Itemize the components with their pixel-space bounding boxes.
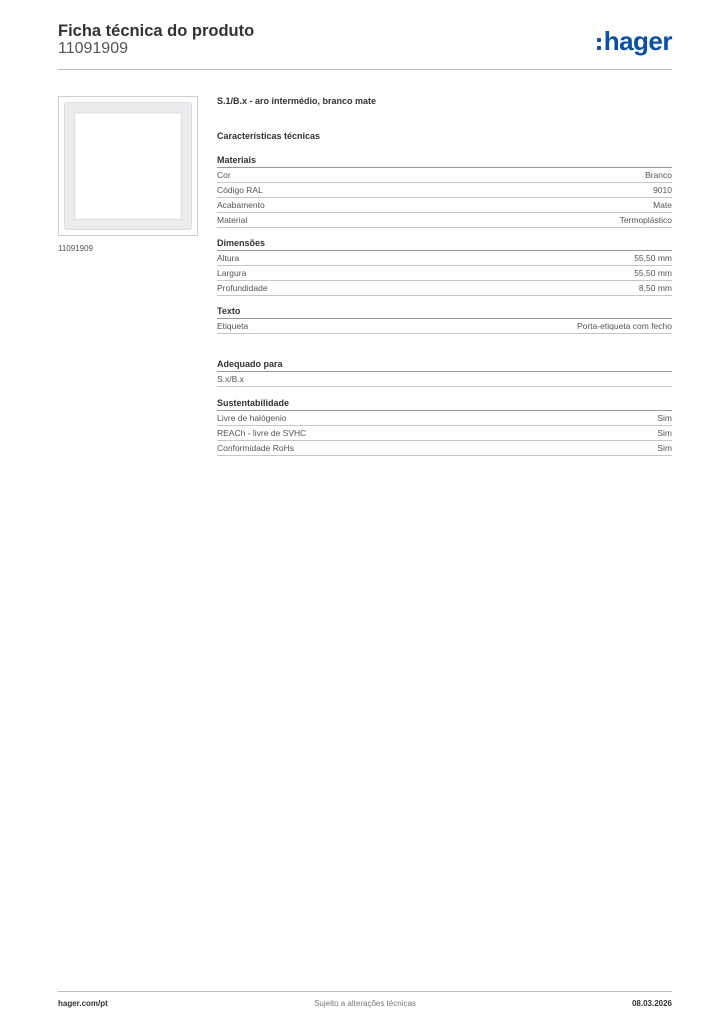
disclaimer-text: Sujeito a alterações técnicas	[314, 999, 416, 1008]
logo-dots-icon	[597, 34, 602, 51]
spec-label: Largura	[217, 268, 247, 278]
spec-row	[217, 372, 672, 387]
spec-value: Sim	[657, 443, 672, 453]
spec-label: Cor	[217, 170, 231, 180]
intermediate-frame-picture	[64, 102, 192, 230]
section-materials	[217, 154, 672, 228]
spec-value: 9010	[653, 185, 672, 195]
spec-row	[217, 183, 672, 198]
document-date: 08.03.2026	[631, 999, 672, 1008]
spec-value: Sim	[657, 413, 672, 423]
spec-label: REACh - livre de SVHC	[217, 428, 307, 438]
spec-row	[217, 411, 672, 426]
page-footer	[58, 991, 672, 1016]
spec-value: 8,50 mm	[638, 283, 672, 293]
spec-label: Material	[217, 215, 248, 225]
spec-value: Mate	[653, 200, 672, 210]
spec-row	[217, 198, 672, 213]
spec-row	[217, 168, 672, 183]
product-image-caption: 11091909	[58, 244, 93, 253]
section-text	[217, 305, 672, 334]
spec-value: 55,50 mm	[634, 268, 672, 278]
section-heading: Texto	[217, 305, 672, 319]
section-sustainability	[217, 397, 672, 456]
product-title: S.1/B.x - aro intermédio, branco mate	[217, 96, 377, 106]
spec-label: Código RAL	[217, 185, 263, 195]
spec-label: S.x/B.x	[217, 374, 244, 384]
spec-label: Profundidade	[217, 283, 268, 293]
section-heading: Materiais	[217, 154, 672, 168]
spec-value: 55,50 mm	[634, 253, 672, 263]
spec-row	[217, 213, 672, 228]
hager-logo	[597, 28, 672, 54]
section-dimensions	[217, 237, 672, 296]
characteristics-heading: Características técnicas	[217, 131, 321, 141]
product-number: 11091909	[58, 40, 128, 57]
spec-label: Livre de halógenio	[217, 413, 287, 423]
spec-row	[217, 441, 672, 456]
website-link[interactable]: hager.com/pt	[58, 999, 108, 1008]
spec-row	[217, 266, 672, 281]
logo-text: hager	[603, 26, 672, 56]
section-heading: Dimensões	[217, 237, 672, 251]
spec-value: Branco	[645, 170, 672, 180]
section-suitable-for	[217, 358, 672, 387]
spec-label: Etiqueta	[217, 321, 249, 331]
product-image	[58, 96, 198, 236]
spec-label: Conformidade RoHs	[217, 443, 295, 453]
page-header	[58, 20, 672, 70]
spec-label: Altura	[217, 253, 240, 263]
spec-row	[217, 281, 672, 296]
document-title: Ficha técnica do produto	[58, 22, 255, 40]
spec-row	[217, 251, 672, 266]
spec-row	[217, 319, 672, 334]
section-heading: Adequado para	[217, 358, 672, 372]
spec-value: Sim	[657, 428, 672, 438]
section-heading: Sustentabilidade	[217, 397, 672, 411]
spec-row	[217, 426, 672, 441]
spec-value: Termoplástico	[619, 215, 672, 225]
spec-value: Porta-etiqueta com fecho	[577, 321, 672, 331]
spec-label: Acabamento	[217, 200, 265, 210]
